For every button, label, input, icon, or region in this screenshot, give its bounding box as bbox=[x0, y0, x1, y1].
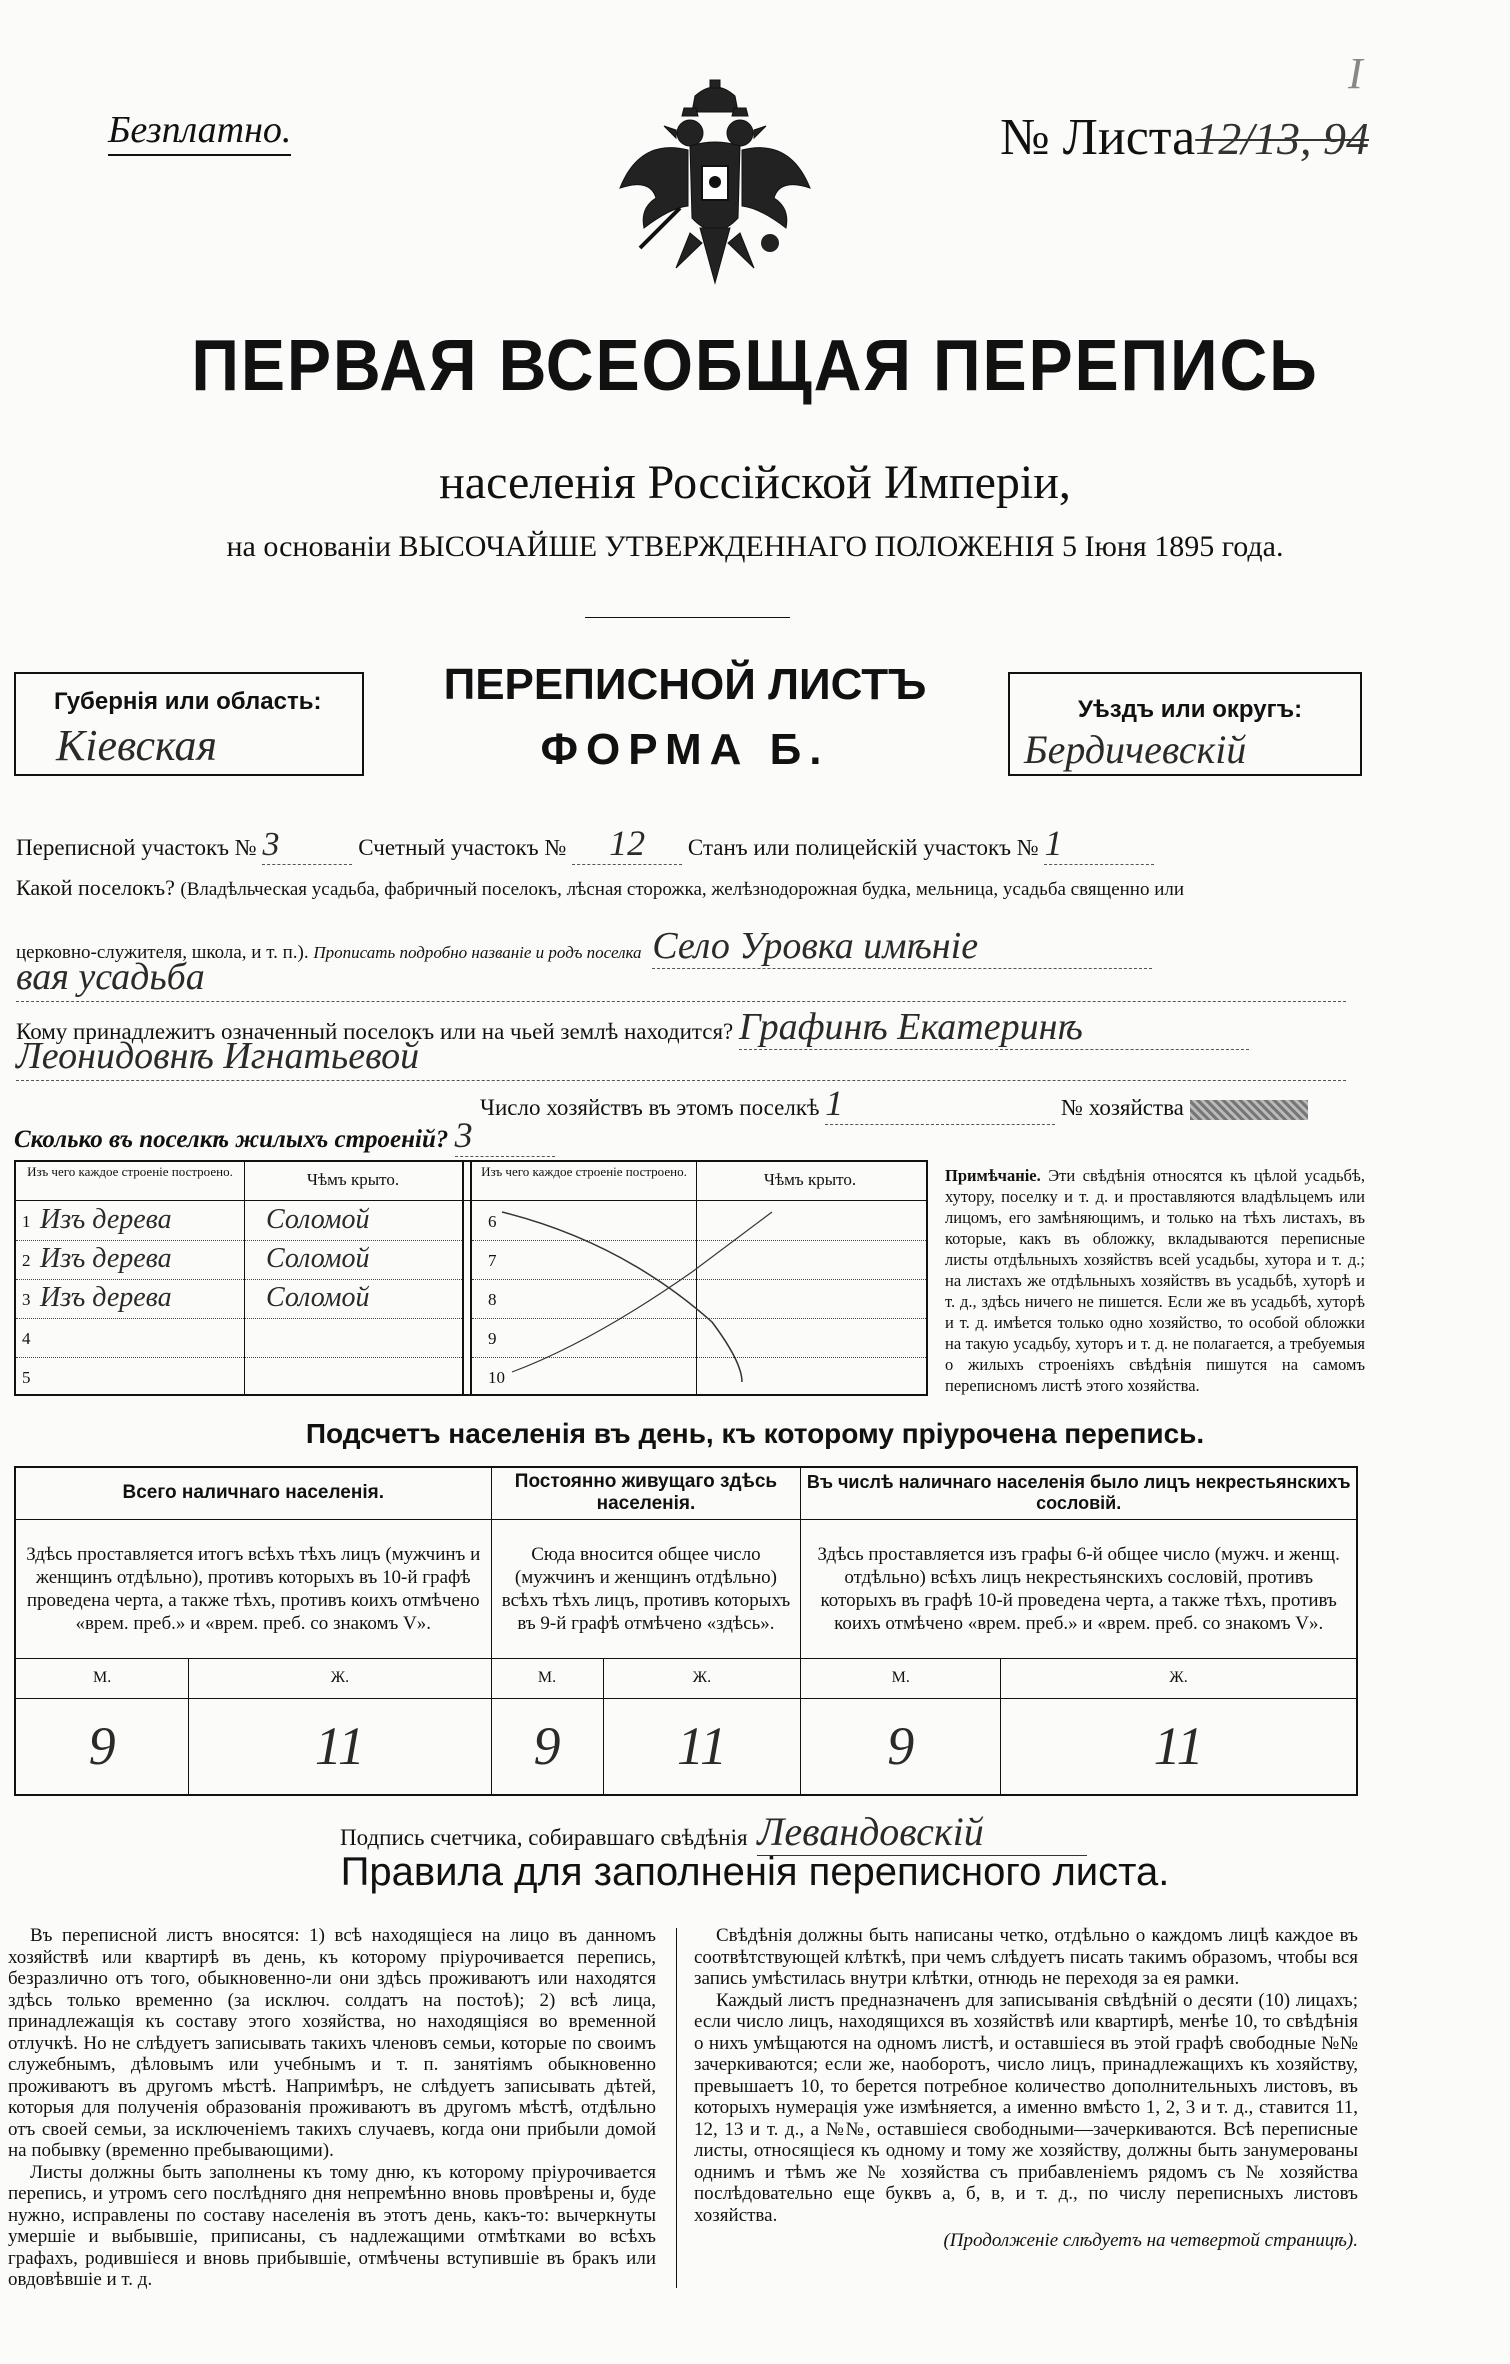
building-row: 3 Изъ дерева Соломой bbox=[16, 1280, 462, 1319]
form-subtitle: ФОРМА Б. bbox=[540, 725, 830, 774]
free-label: Безплатно. bbox=[108, 108, 291, 156]
m-label: М. bbox=[801, 1658, 1001, 1698]
census-section-label: Переписной участокъ № bbox=[16, 835, 257, 860]
total-male-value: 9 bbox=[15, 1698, 189, 1795]
rules-right-p1: Свѣдѣнія должны быть написаны четко, отдѣльно о каждомъ лицѣ каждое въ соотвѣтствующей клѣткѣ, при чемъ слѣдуетъ писать такимъ образомъ, чтобы вся запись умѣстилась внутри клѣтки, отнюдь не переходя за ея рамки. bbox=[694, 1925, 1358, 1989]
buildings-row bbox=[14, 1114, 555, 1157]
census-section-value: 3 bbox=[262, 826, 352, 865]
resident-male-value: 9 bbox=[491, 1698, 603, 1795]
roof-header-left: Чѣмъ крыто. bbox=[306, 1170, 400, 1189]
province-value: Кіевская bbox=[56, 721, 217, 770]
count-section-value: 12 bbox=[572, 822, 682, 865]
nonpeasant-female-value: 11 bbox=[1001, 1698, 1357, 1795]
built-header-left: Изъ чего каждое строеніе построено. bbox=[27, 1164, 233, 1179]
nonpeasant-male-value: 9 bbox=[801, 1698, 1001, 1795]
built-header-right: Изъ чего каждое строеніе построено. bbox=[481, 1164, 687, 1179]
rules-left-p2: Листы должны быть заполнены къ тому дню, къ которому пріурочивается перепись, и утромъ сего послѣдняго дня непремѣнно вновь провѣрены и, буде нужно, исправлены по составу населенія въ этотъ день, какъ-то: вычеркнуты умершіе и выбывшіе, приписаны, съ надлежащими отмѣтками во всѣхъ графахъ, родившіеся и вновь прибывшіе, отмѣчены вступившіе въ бракъ или овдовѣвшіе и т. д. bbox=[8, 2161, 656, 2290]
sheet-label: № Листа bbox=[1000, 109, 1196, 166]
census-table bbox=[14, 1466, 1358, 1796]
note-text: Эти свѣдѣнія относятся къ цѣлой усадьбѣ, хутору, поселку и т. д. и проставляются владѣльцемъ или лицомъ, его замѣняющимъ, и только на тѣхъ листахъ, въ которые, какъ въ обложку, вкладываются переписные листы отдѣльныхъ хозяйствъ всей усадьбы, хутора и т. д.; на листахъ же отдѣльныхъ хозяйствъ въ усадьбѣ, хуторѣ и т. д., здѣсь ничего не пишется. Если же въ усадьбѣ, хуторѣ и т. д. имѣется только одно хозяйство, то особой обложки на такую усадьбу, хуторъ и т. д. не полагается, а требуемыя о жилыхъ строеніяхъ свѣдѣнія пишутся на самомъ переписномъ листѣ этого хозяйства. bbox=[945, 1166, 1365, 1395]
form-title: ПЕРЕПИСНОЙ ЛИСТЪ bbox=[443, 660, 927, 709]
district-box bbox=[1008, 672, 1362, 776]
buildings-table bbox=[14, 1160, 928, 1396]
building-row: 6 bbox=[472, 1202, 926, 1241]
settlement-hint-2: церковно-служителя, школа, и т. п.). bbox=[16, 942, 309, 963]
households-value: 1 bbox=[825, 1082, 1055, 1125]
buildings-label: Сколько въ поселкѣ жилыхъ строеній? bbox=[14, 1126, 449, 1153]
legal-basis: на основаніи ВЫСОЧАЙШЕ УТВЕРЖДЕННАГО ПОЛОЖЕНІЯ 5 Іюня 1895 года. bbox=[226, 530, 1284, 563]
signature-label: Подпись счетчика, собиравшаго свѣдѣнія bbox=[340, 1825, 748, 1850]
note-label: Примѣчаніе. bbox=[945, 1166, 1041, 1185]
settlement-value-1: Село Уровка имѣніе bbox=[652, 924, 1152, 969]
sheet-number: 12/13, 94 bbox=[1195, 113, 1370, 164]
rules-left-column bbox=[8, 1925, 656, 2291]
f-label: Ж. bbox=[1001, 1658, 1357, 1698]
building-row: 4 bbox=[16, 1319, 462, 1358]
stan-label: Станъ или полицейскій участокъ № bbox=[687, 835, 1039, 860]
note-block bbox=[945, 1165, 1365, 1396]
sheet-number-block bbox=[1000, 108, 1369, 167]
document-title: ПЕРВАЯ ВСЕОБЩАЯ ПЕРЕПИСЬ bbox=[191, 326, 1319, 406]
total-female-value: 11 bbox=[189, 1698, 491, 1795]
col2-desc: Сюда вносится общее число (мужчинъ и женщинъ отдѣльно) всѣхъ тѣхъ лицъ, противъ которыхъ въ 9-й графѣ отмѣчено «здѣсь». bbox=[491, 1519, 801, 1658]
corner-mark: I bbox=[1348, 49, 1363, 98]
household-no-label: № хозяйства bbox=[1061, 1095, 1184, 1120]
m-label: М. bbox=[491, 1658, 603, 1698]
rules-right-column bbox=[694, 1925, 1358, 2252]
settlement-value-2: вая усадьба bbox=[16, 955, 1346, 1002]
signature-value: Левандовскій bbox=[757, 1808, 1087, 1856]
census-section-row bbox=[16, 822, 1154, 865]
roof-header-right: Чѣмъ крыто. bbox=[763, 1170, 857, 1189]
settlement-hint: (Владѣльческая усадьба, фабричный поселокъ, лѣсная сторожка, желѣзнодорожная будка, мельница, усадьба священно или bbox=[180, 879, 1185, 900]
households-label: Число хозяйствъ въ этомъ поселкѣ bbox=[480, 1095, 820, 1120]
district-label: Уѣздъ или округъ: bbox=[1078, 696, 1303, 723]
count-section-label: Счетный участокъ № bbox=[358, 835, 567, 860]
owner-value-1: Графинѣ Екатеринѣ bbox=[739, 1005, 1249, 1050]
m-label: М. bbox=[15, 1658, 189, 1698]
census-title: Подсчетъ населенія въ день, къ которому пріурочена перепись. bbox=[305, 1418, 1205, 1449]
imperial-eagle-emblem bbox=[610, 78, 820, 298]
owner-label: Кому принадлежитъ означенный поселокъ или на чьей землѣ находится? bbox=[16, 1019, 734, 1044]
buildings-rows-left bbox=[16, 1202, 462, 1396]
rules-left-p1: Въ переписной листъ вносятся: 1) всѣ находящіеся на лицо въ данномъ хозяйствѣ или квартирѣ въ день, къ которому пріурочивается перепись, безразлично отъ того, обыкновенно-ли они здѣсь проживаютъ или находятся здѣсь только временно (за исключ. солдатъ на постоѣ); 2) всѣ лица, принадлежащія къ составу этого хозяйства, но находящіяся во временной отлучкѣ. Но не слѣдуетъ записывать такихъ членовъ семьи, которые по своимъ служебнымъ, дѣловымъ или учебнымъ и т. п. занятіямъ обыкновенно проживаютъ въ другомъ мѣстѣ. Напримѣръ, не слѣдуетъ записывать дѣтей, которыя для полученія образованія проживаютъ въ другомъ мѣстѣ, отдѣльно отъ своей семьи, за исключеніемъ такихъ случаевъ, когда они прибыли домой на побывку (временно пребывающими). bbox=[8, 1925, 656, 2161]
settlement-row bbox=[16, 875, 1184, 901]
households-row bbox=[480, 1082, 1308, 1125]
settlement-instruction: Прописать подробно названіе и родъ поселка bbox=[313, 943, 642, 962]
document-subtitle: населенія Россійской Имперіи, bbox=[439, 456, 1071, 509]
owner-value-2: Леонидовнѣ Игнатьевой bbox=[16, 1034, 1346, 1081]
f-label: Ж. bbox=[603, 1658, 801, 1698]
f-label: Ж. bbox=[189, 1658, 491, 1698]
building-row: 10 bbox=[488, 1368, 505, 1387]
col1-desc: Здѣсь проставляется итогъ всѣхъ тѣхъ лицъ (мужчинъ и женщинъ отдѣльно), противъ которыхъ въ 10-й графѣ проведена черта, а также тѣхъ, противъ коихъ отмѣчено «врем. преб.» и «врем. преб. со знакомъ V». bbox=[15, 1519, 491, 1658]
col1-head: Всего наличнаго населенія. bbox=[15, 1467, 491, 1519]
building-row: 2 Изъ дерева Соломой bbox=[16, 1241, 462, 1280]
province-box bbox=[14, 672, 364, 776]
stan-value: 1 bbox=[1044, 822, 1154, 865]
province-label: Губернія или область: bbox=[54, 688, 322, 715]
signature-row bbox=[340, 1808, 1087, 1856]
resident-female-value: 11 bbox=[603, 1698, 801, 1795]
col2-head: Постоянно живущаго здѣсь населенія. bbox=[491, 1467, 801, 1519]
col3-head: Въ числѣ наличнаго населенія было лицъ некрестьянскихъ сословій. bbox=[801, 1467, 1357, 1519]
rules-right-p2: Каждый листъ предназначенъ для записыванія свѣдѣній о десяти (10) лицахъ; если число лицъ, находящихся въ хозяйствѣ или квартирѣ, менѣе 10, то свѣдѣнія о нихъ умѣщаются на одномъ листѣ, и оставшіеся въ этой графѣ свободные №№ зачеркиваются; если же, наоборотъ, число лицъ, принадлежащихъ къ хозяйству, превышаетъ 10, то берется потребное количество дополнительныхъ листовъ, въ которыхъ нумерація уже измѣняется, а именно вмѣсто 1, 2, 3 и т. д., ставится 11, 12, 13 и т. д., а №№, оставшіеся свободными—зачеркиваются. Всѣ переписные листы, относящіеся къ одному и тому же хозяйству, должны быть занумерованы однимъ и тѣмъ же № хозяйства съ прибавленіемъ рядомъ съ № хозяйства послѣдовательно еще буквъ а, б, в, и т. д., по числу переписныхъ листовъ хозяйства. bbox=[694, 1989, 1358, 2226]
household-no-redacted bbox=[1190, 1100, 1308, 1120]
strike-through-mark bbox=[472, 1202, 926, 1392]
building-row: 9 bbox=[472, 1319, 926, 1358]
divider-rule bbox=[585, 617, 790, 618]
buildings-value: 3 bbox=[455, 1114, 555, 1157]
building-row: 7 bbox=[472, 1241, 926, 1280]
continued-note: (Продолженіе слѣдуетъ на четвертой страницѣ). bbox=[943, 2230, 1358, 2251]
building-row: 5 bbox=[22, 1368, 31, 1387]
settlement-label: Какой поселокъ? bbox=[16, 875, 175, 900]
district-value: Бердичевскій bbox=[1024, 727, 1247, 772]
col3-desc: Здѣсь проставляется изъ графы 6-й общее число (мужч. и женщ. отдѣльно) всѣхъ лицъ некрестьянскихъ сословій, противъ которыхъ въ графѣ 10-й проведена черта, а также тѣхъ, противъ коихъ отмѣчено «врем. преб.» и «врем. преб. со знакомъ V». bbox=[801, 1519, 1357, 1658]
building-row: 1 Изъ дерева Соломой bbox=[16, 1202, 462, 1241]
building-row: 8 bbox=[472, 1280, 926, 1319]
rules-title: Правила для заполненія переписного листа. bbox=[340, 1850, 1170, 1894]
